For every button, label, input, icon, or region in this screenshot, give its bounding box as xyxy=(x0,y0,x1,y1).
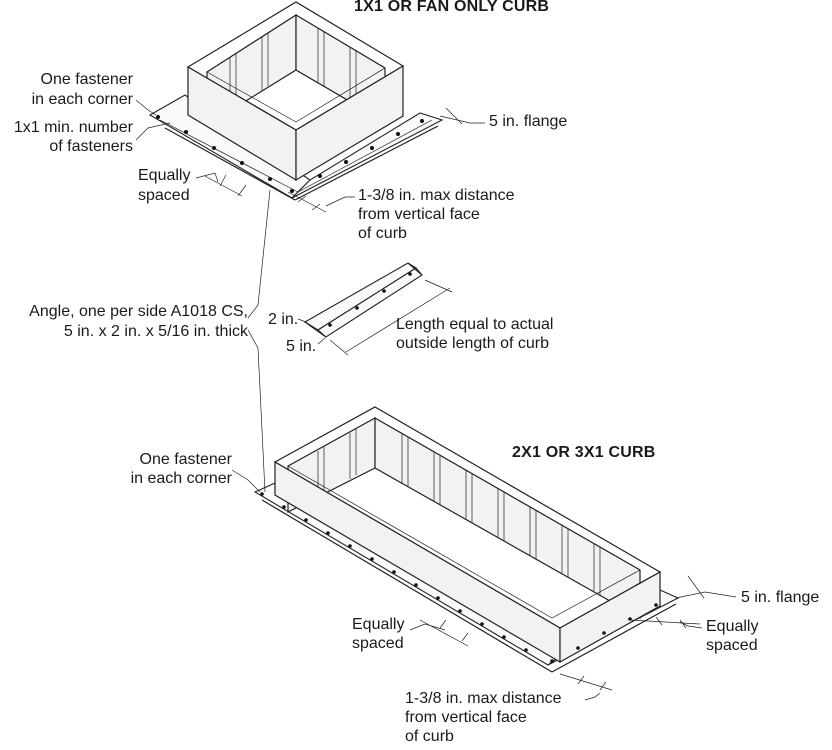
curb-2x1-equally-spaced-left-line2: spaced xyxy=(352,635,404,652)
curb-1x1-corner-fastener-line2: in each corner xyxy=(31,91,133,108)
curb-2x1-max-distance-line3: of curb xyxy=(405,728,454,745)
curb-1x1-flange-label: 5 in. flange xyxy=(489,113,568,130)
angle-spec-line1: Angle, one per side A1018 CS, xyxy=(29,303,248,320)
curb-1x1-equally-spaced-line2: spaced xyxy=(138,187,190,204)
angle-length-line1: Length equal to actual xyxy=(396,316,554,333)
curb-2x1-corner-fastener-line2: in each corner xyxy=(130,470,232,487)
curb-2x1-equally-spaced-left-line1: Equally xyxy=(352,616,405,633)
curb-2x1-max-distance-line2: from vertical face xyxy=(405,709,527,726)
curb-1x1-min-fasteners-line1: 1x1 min. number xyxy=(13,119,133,136)
curb-1x1-max-distance-line1: 1-3/8 in. max distance xyxy=(358,187,515,204)
curb-1x1-min-fasteners-line2: of fasteners xyxy=(49,138,133,155)
curb-1x1-max-distance-line3: of curb xyxy=(358,225,407,242)
angle-length-line2: outside length of curb xyxy=(396,335,549,352)
curb-1x1-max-distance-line2: from vertical face xyxy=(358,206,480,223)
angle-2in-label: 2 in. xyxy=(268,311,299,328)
curb-2x1-corner-fastener-line1: One fastener xyxy=(139,451,232,468)
curb-2x1-equally-spaced-right-line1: Equally xyxy=(706,618,759,635)
curb-2x1-title: 2X1 OR 3X1 CURB xyxy=(512,444,656,461)
angle-5in-label: 5 in. xyxy=(286,338,317,355)
curb-1x1-corner-fastener-line1: One fastener xyxy=(40,71,133,88)
curb-2x1-flange-label: 5 in. flange xyxy=(741,589,820,606)
curb-2x1-max-distance-line1: 1-3/8 in. max distance xyxy=(405,690,562,707)
curb-1x1-drawing xyxy=(150,2,442,200)
angle-spec-line2: 5 in. x 2 in. x 5/16 in. thick xyxy=(63,323,248,340)
curb-2x1-equally-spaced-right-line2: spaced xyxy=(706,637,758,654)
curb-1x1-equally-spaced-line1: Equally xyxy=(138,167,191,184)
curb-1x1-title: 1X1 OR FAN ONLY CURB xyxy=(354,0,550,15)
